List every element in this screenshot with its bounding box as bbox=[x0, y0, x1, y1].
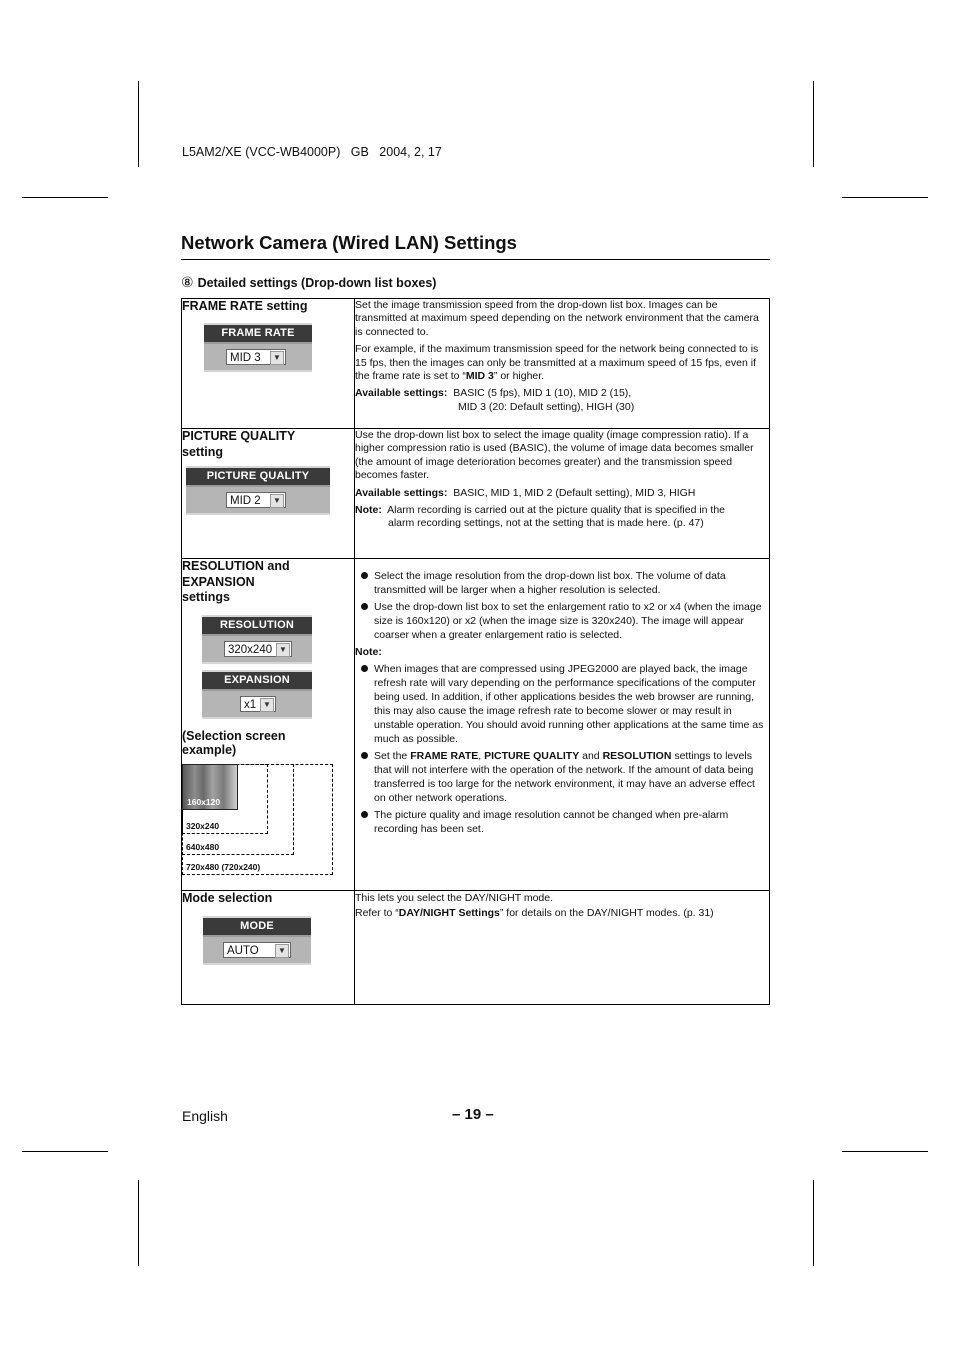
picture-quality-available-settings: Available settings: BASIC, MID 1, MID 2 (Default setting), MID 3, HIGH bbox=[355, 486, 696, 499]
frame-rate-dropdown[interactable] bbox=[226, 349, 286, 365]
mode-row bbox=[182, 891, 770, 1005]
page-number: – 19 – bbox=[452, 1106, 494, 1123]
chevron-down-icon[interactable]: ▼ bbox=[276, 643, 290, 657]
resolution-dropdown-value: 320x240 bbox=[228, 643, 273, 656]
size-label-640x480: 640x480 bbox=[186, 841, 220, 852]
frame-rate-widget bbox=[204, 323, 312, 372]
picture-quality-widget-title: PICTURE QUALITY bbox=[186, 468, 330, 487]
size-label-160x120: 160x120 bbox=[187, 796, 221, 807]
frame-rate-left-cell bbox=[182, 299, 355, 429]
subheading-text: Detailed settings (Drop-down list boxes) bbox=[197, 276, 437, 290]
footer-language: English bbox=[182, 1108, 228, 1124]
list-item: Select the image resolution from the drop-down list box. The volume of data transmitted will be larger when a higher resolution is selected. bbox=[355, 569, 769, 597]
frame-rate-paragraph-1: Set the image transmission speed from the drop-down list box. Images can be transmitted at maximum speed depending on the network environment that the camera is connected to. bbox=[355, 299, 759, 338]
frame-rate-available-settings-cont: MID 3 (20: Default setting), HIGH (30) bbox=[458, 400, 635, 413]
chevron-down-icon[interactable]: ▼ bbox=[270, 351, 284, 365]
crop-mark bbox=[138, 1180, 139, 1266]
page-title: Network Camera (Wired LAN) Settings bbox=[181, 232, 517, 253]
crop-mark bbox=[842, 197, 928, 198]
title-divider bbox=[181, 259, 770, 260]
list-item: Use the drop-down list box to set the enlargement ratio to x2 or x4 (when the image size is 160x120) or x2 (when the image size is 320x240). The image will appear coarser when a greater enlargement ratio is selected. bbox=[355, 600, 769, 642]
crop-mark bbox=[813, 81, 814, 167]
list-item: The picture quality and image resolution cannot be changed when pre-alarm recording has been set. bbox=[355, 808, 769, 836]
mode-widget bbox=[203, 916, 311, 965]
crop-mark bbox=[22, 197, 108, 198]
crop-mark bbox=[138, 81, 139, 167]
resolution-widget-title: RESOLUTION bbox=[202, 617, 312, 636]
mode-description bbox=[355, 891, 770, 1005]
mode-paragraph-2: Refer to “DAY/NIGHT Settings” for details on the DAY/NIGHT modes. (p. 31) bbox=[355, 907, 714, 919]
crop-mark bbox=[813, 1180, 814, 1266]
mode-left-cell bbox=[182, 891, 355, 1005]
crop-mark bbox=[842, 1151, 928, 1152]
resolution-bullet-list bbox=[355, 569, 769, 642]
resolution-widget bbox=[202, 615, 312, 664]
picture-quality-note: Note: Alarm recording is carried out at the picture quality that is specified in the alarm recording settings, not at the setting that is made here. (p. 47) bbox=[355, 504, 726, 530]
resolution-dropdown[interactable] bbox=[224, 641, 292, 657]
picture-quality-dropdown-value: MID 2 bbox=[230, 495, 261, 507]
frame-rate-row bbox=[182, 299, 770, 429]
expansion-dropdown-value: x1 bbox=[244, 698, 257, 711]
list-item: Set the FRAME RATE, PICTURE QUALITY and RESOLUTION settings to levels that will not interfere with the operation of the network. If the amount of data being transferred is too large for the network environment, it may have an adverse effect on other network operations. bbox=[355, 749, 769, 805]
section-subheading bbox=[181, 274, 436, 291]
picture-quality-widget bbox=[186, 466, 330, 515]
selection-screen-example-label: (Selection screen example) bbox=[182, 728, 286, 757]
mode-dropdown[interactable] bbox=[223, 942, 291, 958]
chevron-down-icon[interactable]: ▼ bbox=[270, 494, 284, 508]
picture-quality-dropdown[interactable] bbox=[226, 492, 286, 508]
document-code: L5AM2/XE (VCC-WB4000P) GB 2004, 2, 17 bbox=[182, 145, 442, 159]
frame-rate-available-settings: Available settings: BASIC (5 fps), MID 1 (10), MID 2 (15), bbox=[355, 387, 632, 400]
expansion-dropdown[interactable] bbox=[240, 696, 276, 712]
frame-rate-description bbox=[355, 299, 770, 429]
resolution-label: RESOLUTION and EXPANSION settings bbox=[182, 559, 290, 604]
mode-widget-title: MODE bbox=[203, 918, 311, 937]
list-item: When images that are compressed using JPEG2000 are played back, the image refresh rate will vary depending on the performance specifications of the computer being used. In addition, if other applications besides the web browser are running, this may also cause the image refresh rate to become slower or may result in unstable operation. You should avoid running other applications at the same time as much as possible. bbox=[355, 662, 769, 746]
chevron-down-icon[interactable]: ▼ bbox=[275, 944, 289, 958]
chevron-down-icon[interactable]: ▼ bbox=[260, 698, 274, 712]
resolution-row bbox=[182, 559, 770, 891]
resolution-size-diagram bbox=[182, 764, 334, 876]
picture-quality-description bbox=[355, 429, 770, 559]
settings-table bbox=[181, 298, 770, 1005]
size-label-720x480: 720x480 (720x240) bbox=[186, 861, 261, 872]
picture-quality-left-cell bbox=[182, 429, 355, 559]
circled-number-8: ⑧ bbox=[181, 274, 194, 290]
picture-quality-label: PICTURE QUALITY setting bbox=[182, 429, 295, 459]
resolution-note-list bbox=[355, 662, 769, 836]
picture-quality-row bbox=[182, 429, 770, 559]
mode-paragraph-1: This lets you select the DAY/NIGHT mode. bbox=[355, 892, 554, 904]
frame-rate-label: FRAME RATE setting bbox=[182, 299, 308, 313]
size-label-320x240: 320x240 bbox=[186, 820, 220, 831]
resolution-note-label: Note: bbox=[355, 646, 382, 658]
mode-label: Mode selection bbox=[182, 891, 273, 905]
frame-rate-paragraph-2: For example, if the maximum transmission speed for the network being connected to is 15 fps, then the images can only be transmitted at a maximum speed of 15 fps, even if the frame rate is set to “MID 3” or higher. bbox=[355, 343, 759, 383]
expansion-widget bbox=[202, 670, 312, 719]
resolution-left-cell bbox=[182, 559, 355, 891]
frame-rate-widget-title: FRAME RATE bbox=[204, 325, 312, 344]
mode-dropdown-value: AUTO bbox=[227, 944, 259, 957]
camera-preview-image bbox=[182, 764, 238, 810]
crop-mark bbox=[22, 1151, 108, 1152]
resolution-description bbox=[355, 559, 770, 891]
expansion-widget-title: EXPANSION bbox=[202, 672, 312, 691]
picture-quality-paragraph-1: Use the drop-down list box to select the image quality (image compression ratio). If a higher compression ratio is used (BASIC), the volume of image data becomes smaller (the amount of image deterioration becomes greater) and the transmission speed becomes faster. bbox=[355, 429, 754, 482]
frame-rate-dropdown-value: MID 3 bbox=[230, 351, 261, 364]
